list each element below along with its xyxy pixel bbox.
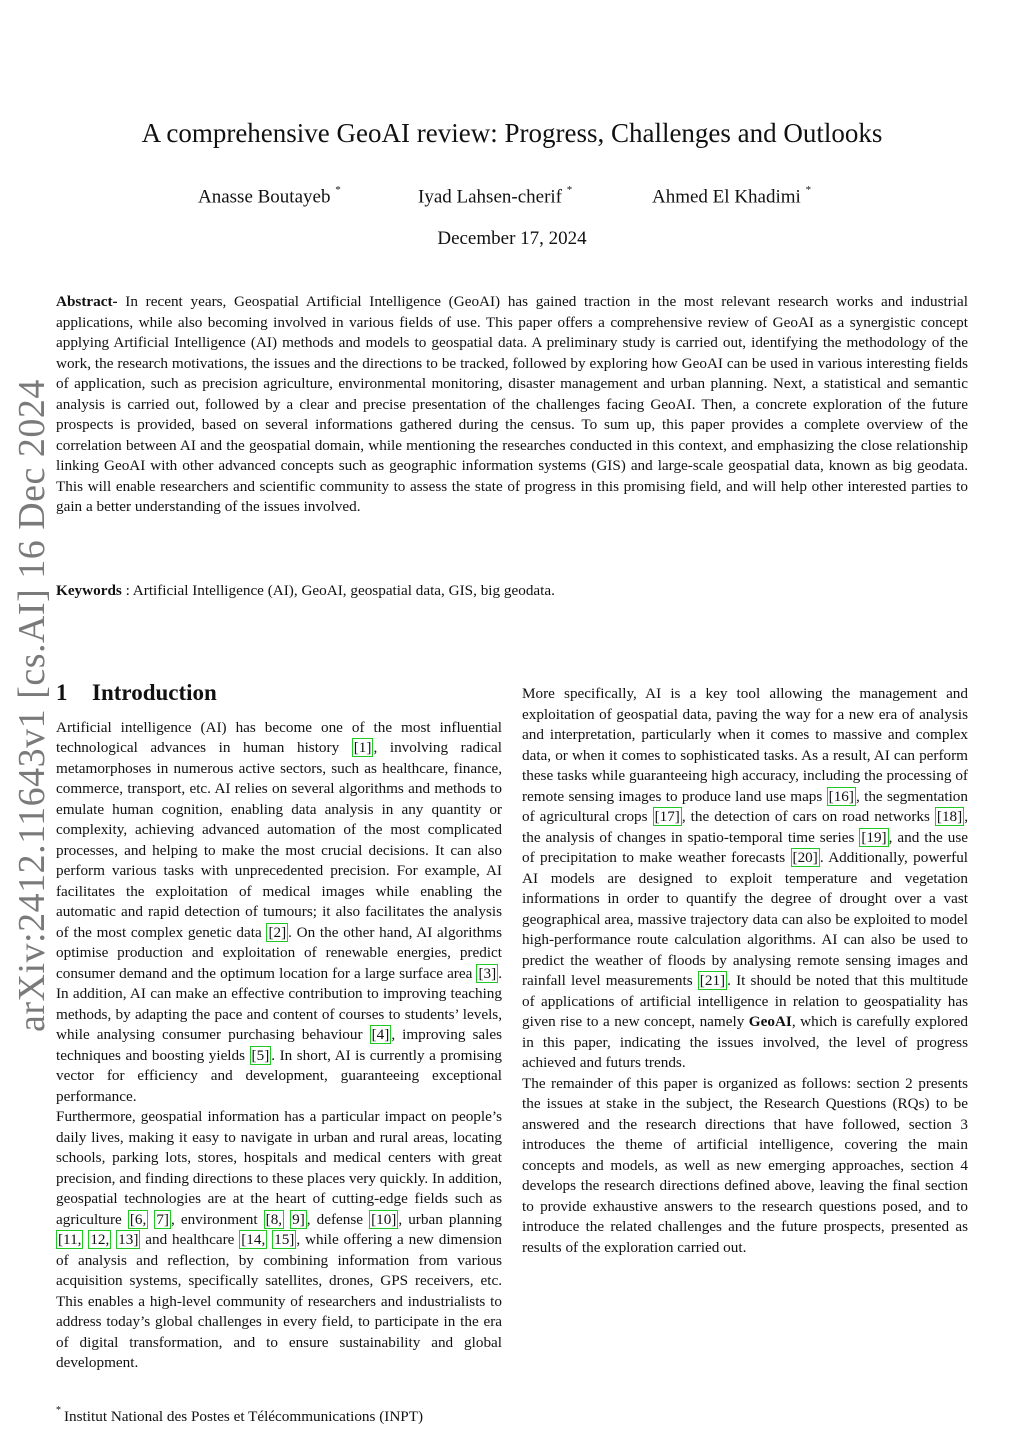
intro-paragraph-2 xyxy=(56,1107,502,1374)
citation-link[interactable]: [21] xyxy=(699,972,726,989)
text-run: . It should be noted that this multitude of applications of artificial intelligence in relation to geospatiality has given rise to a new concept, namely xyxy=(522,972,968,1030)
text-run: and healthcare xyxy=(140,1231,240,1248)
author-3 xyxy=(652,186,811,208)
text-run: , the segmentation of agricultural crops xyxy=(522,787,968,825)
citation-link[interactable]: 13] xyxy=(118,1231,139,1248)
publication-date: December 17, 2024 xyxy=(437,228,587,249)
abstract-text: In recent years, Geospatial Artificial Intelligence (GeoAI) has gained traction in the most relevant research works and industrial applications, while also becoming involved in various fields of use. This paper offers a comprehensive review of GeoAI as a synergistic concept applying Artificial Intelligence (AI) methods and models to geospatial data. A preliminary study is carried out, identifying the methodology of the work, the research motivations, the issues and the directions to be tracked, followed by exploring how GeoAI can be used in various interesting fields of application, such as precision agriculture, environmental monitoring, disaster management and urban planning. Next, a statistical and semantic analysis is carried out, followed by a clear and precise presentation of the challenges facing GeoAI. Then, a concrete exploration of the future prospects is provided, based on several informations gathered during the census. To sum up, this paper provides a complete overview of the correlation between AI and the geospatial domain, while mentioning the researches conducted in this context, and emphasizing the close relationship linking GeoAI with other advanced concepts such as geographic information systems (GIS) and large-scale geospatial data, known as big geodata. This will enable researchers and scientific community to assess the state of progress in this promising field, and will help other interested parties to gain a better understanding of the issues involved. xyxy=(56,293,968,515)
abstract xyxy=(56,292,968,518)
section-number: 1 xyxy=(56,680,68,705)
citation-link[interactable]: [6, xyxy=(129,1210,147,1228)
affiliation-mark: * xyxy=(805,184,812,196)
intro-paragraph-1 xyxy=(56,718,502,1108)
citation-link[interactable]: [8, xyxy=(265,1210,283,1228)
affiliation-mark: * xyxy=(335,184,341,196)
text-run: , urban planning xyxy=(398,1210,502,1228)
author-name: Anasse Boutayeb xyxy=(198,186,331,208)
citation-link[interactable]: [1] xyxy=(353,739,372,756)
section-heading xyxy=(56,680,502,705)
citation-link[interactable]: 12, xyxy=(90,1231,110,1248)
keywords-label: Keywords xyxy=(56,582,122,599)
keywords xyxy=(56,582,968,600)
author-name: Ahmed El Khadimi xyxy=(652,186,801,208)
left-column xyxy=(56,680,503,1374)
text-run: . In addition, AI can make an effective contribution to improving teaching methods, by adapting the pace and content of courses to students’ levels, while analysing consumer purchasing behaviour xyxy=(56,964,502,1043)
citation-link[interactable]: [3] xyxy=(478,964,497,982)
author-2 xyxy=(418,186,572,208)
citation-link[interactable]: [5] xyxy=(251,1046,270,1064)
keywords-text: : Artificial Intelligence (AI), GeoAI, geospatial data, GIS, big geodata. xyxy=(121,582,555,599)
citation-link[interactable]: [19] xyxy=(861,828,887,846)
citation-link[interactable]: 7] xyxy=(156,1210,169,1228)
citation-link[interactable]: [18] xyxy=(936,808,963,825)
text-run: , the analysis of changes in spatio-temporal time series xyxy=(522,808,968,846)
text-run: . Additionally, powerful AI models are designed to exploit temperature and vegetation informations in order to quantify the degree of drought over a vast geographical area, massive trajectory data can also be exploited to model high-performance route calculation algorithms. AI can also be used to predict the weather of floods by analysing remote sensing images and rainfall level measurements xyxy=(522,849,969,989)
text-run: Furthermore, geospatial information has a particular impact on people’s daily lives, making it easy to navigate in urban and rural areas, locating schools, parking lots, stores, hospitals and medical centers with great precision, and finding directions to these places very quickly. In addition, geospatial technologies are at the heart of cutting-edge fields such as agriculture xyxy=(56,1108,502,1228)
text-run: , which is carefully explored in this paper, indicating the issues involved, the level of progress achieved and futurs trends. xyxy=(522,1013,968,1071)
text-run: , the detection of cars on road networks xyxy=(681,808,935,825)
author-1 xyxy=(198,186,341,208)
affiliation-mark: * xyxy=(566,184,573,196)
text-run: . On the other hand, AI algorithms optimise production and exploitation of renewable energies, predict consumer demand and the optimum location for a large surface area xyxy=(56,923,502,982)
author-name: Iyad Lahsen-cherif xyxy=(418,186,563,208)
citation-link[interactable]: [2] xyxy=(268,923,287,941)
section-title: Introduction xyxy=(92,680,217,705)
citation-link[interactable]: [16] xyxy=(828,787,854,805)
right-column xyxy=(522,684,968,1258)
footnote-text: Institut National des Postes et Télécommunications (INPT) xyxy=(64,1408,424,1426)
text-run: , involving radical metamorphoses in numerous active sectors, such as healthcare, finance, commerce, transport, etc. AI relies on several algorithms and methods to emulate human cognition, enabling data analysis in any quantity or complexity, achieving advanced automation of the most complicated processes, and helping to make the most crucial decisions. It can also perform various tasks with unprecedented precision. For example, AI facilitates the exploitation of medical images while enabling the automatic and rapid detection of tumours; it also facilitates the analysis of the most complex genetic data xyxy=(56,739,502,941)
citation-link[interactable]: [11, xyxy=(58,1231,82,1248)
geoai-term: GeoAI xyxy=(748,1013,792,1030)
text-run: . In short, AI is currently a promising vector for efficiency and development, guaranteeing exceptional performance. xyxy=(56,1046,502,1105)
footnote-mark: * xyxy=(56,1405,61,1416)
text-run: , defense xyxy=(306,1210,370,1228)
text-run: More specifically, AI is a key tool allowing the management and exploitation of geospatial data, paving the way for a new era of analysis and interpretation, particularly when it comes to massive and complex data, or when it comes to sophisticated tasks. As a result, AI can perform these tasks while guaranteeing high accuracy, including the processing of remote sensing images to produce land use maps xyxy=(522,685,968,805)
citation-link[interactable]: 15] xyxy=(274,1231,295,1248)
paper-title: A comprehensive GeoAI review: Progress, Challenges and Outlooks xyxy=(141,118,883,148)
citation-link[interactable]: [17] xyxy=(654,808,680,825)
citation-link[interactable]: [20] xyxy=(792,849,818,866)
citation-link[interactable]: 9] xyxy=(292,1210,305,1228)
text-run: , while offering a new dimension of analysis and reflection, by combining information from various acquisition systems, specifically satellites, drones, GPS receivers, etc. This enables a high-level community of researchers and industrialists to address today’s global challenges in every field, to participate in the era of digital transformation, and to ensure sustainability and global development. xyxy=(56,1231,503,1371)
abstract-label: Abstract- xyxy=(56,293,118,310)
text-run: , and the use of precipitation to make weather forecasts xyxy=(522,828,968,866)
text-run: , environment xyxy=(170,1210,264,1228)
citation-link[interactable]: [4] xyxy=(371,1026,390,1043)
footnote xyxy=(56,1407,423,1426)
intro-paragraph-3 xyxy=(522,684,968,1074)
arxiv-identifier: arXiv:2412.11643v1 [cs.AI] 16 Dec 2024 xyxy=(11,379,53,1032)
text-run: , improving sales techniques and boosting yields xyxy=(56,1026,502,1064)
intro-paragraph-4: The remainder of this paper is organized as follows: section 2 presents the issues at stake in the subject, the Research Questions (RQs) to be answered and the research directions that have followed, section 3 introduces the theme of artificial intelligence, covering the main concepts and models, as well as new emerging approaches, section 4 develops the research directions defined above, leaving the final section to provide exhaustive answers to the research questions posed, and to introduce the related challenges and the future prospects, presented as results of the exploration carried out. xyxy=(522,1074,968,1256)
citation-link[interactable]: [14, xyxy=(241,1231,266,1248)
text-run: Artificial intelligence (AI) has become one of the most influential technological advances in human history xyxy=(56,718,502,756)
citation-link[interactable]: [10] xyxy=(371,1210,397,1228)
